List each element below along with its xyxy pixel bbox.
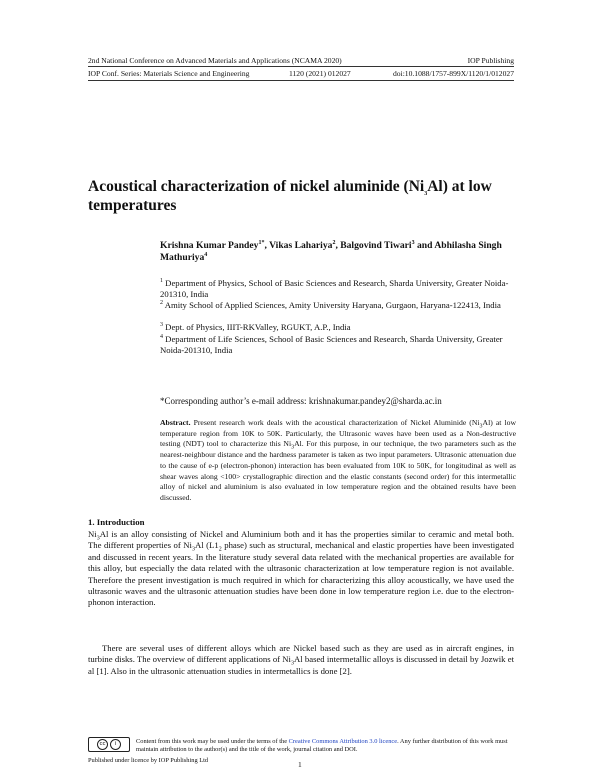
author-list: Krishna Kumar Pandey$^{1*}$, Vikas Lahariya$^2$, Balgovind Tiwari$^3$ and Abhilasha Singh Mathuriya$^4$ [160, 239, 502, 263]
corresponding-author: *Corresponding author’s e-mail address: krishnakumar.pandey2@sharda.ac.in [160, 396, 442, 406]
abstract: Abstract. Present research work deals with the acoustical characterization of Nickel Aluminide $(Ni_3Al)$ at low temperature region from 10K to 50K. Particularly, the Ultrasonic waves have been used as a Non-destructive testing (NDT) tool to characterize this $Ni_3Al$. For this purpose, in our technique, the two parameters such as the nearest-neighbour distance and the hardness parameter is taken as two input parameters. Ultrasonic attenuation due to the cause of e-p (electron-phonon) interaction has been evaluated from 10K to 50K, for longitudinal as well as shear waves along <100> crystallographic direction and the elastic constants (second order) for this intermetallic alloy of nickel and aluminium is also evaluated in low temperature region and the obtained results have been discussed. [160, 418, 516, 502]
intro-paragraph-1: $Ni_3Al$ is an alloy consisting of Nickel and Aluminium both and it has the properties similar to ceramic and metal both. The different properties of $Ni_3Al$ ($L1_2$ phase) such as structural, mechanical and elastic properties have been investigated and discussed in recent years. In the literature study several data related with the mechanical properties are available for this alloy, but especially the data related with the ultrasonic characterization at low temperature region is not available. Therefore the present investigation is much required in which for characterizing this alloy acoustically, we have used the ultrasonic waves and the ultrasonic attenuation studies have been done in low temperature region i.e. due to the electron-phonon interaction. [88, 529, 514, 608]
conference-name: 2nd National Conference on Advanced Materials and Applications (NCAMA 2020) [88, 56, 342, 65]
corresponding-email[interactable]: krishnakumar.pandey2@sharda.ac.in [308, 396, 442, 406]
page-number: 1 [298, 760, 302, 769]
license-link[interactable]: Creative Commons Attribution 3.0 licence [288, 738, 398, 745]
journal-series: IOP Conf. Series: Materials Science and Engineering [88, 69, 250, 78]
attribution-icon: i [110, 739, 121, 750]
cc-icon: cc [97, 739, 108, 750]
publisher-name: IOP Publishing [467, 56, 514, 65]
cc-by-license-badge[interactable] [88, 737, 130, 752]
section-heading-introduction: 1. Introduction [88, 517, 145, 527]
affiliation-4: $^4$ Department of Life Sciences, School of Basic Sciences and Research, Sharda University, Greater Noida-201310, India [160, 334, 503, 356]
affiliation-2: $^2$ Amity School of Applied Sciences, Amity University Haryana, Gurgaon, Haryana-122413, India [160, 300, 501, 310]
header-rule-2 [88, 80, 514, 81]
volume-info: 1120 (2021) 012027 [289, 69, 351, 78]
affiliation-1: $^1$ Department of Physics, School of Basic Sciences and Research, Sharda University, Greater Noida-201310, India [160, 278, 509, 300]
intro-paragraph-2: There are several uses of different alloys which are Nickel based such as they are used as in aircraft engines, in turbine disks. The overview of different applications of $Ni_3Al$ based intermetallic alloys is discussed in detail by Jozwik et al [1]. Also in the ultrasonic attenuation studies in intermetallics is done [2]. [88, 643, 515, 676]
doi: doi:10.1088/1757-899X/1120/1/012027 [392, 69, 514, 78]
header-rule [88, 66, 514, 67]
affiliation-3: $^3$ Dept. of Physics, IIIT-RKValley, RGUKT, A.P., India [160, 322, 351, 332]
published-under-licence: Published under licence by IOP Publishing Ltd [88, 757, 209, 764]
paper-title: Acoustical characterization of nickel aluminide $(Ni_3Al)$ at low temperatures [88, 178, 492, 214]
license-statement: Content from this work may be used under the terms of the Creative Commons Attribution 3.0 licence. Any further distribution of this work must maintain attribution to the author(s) and the title of the work, journal citation and DOI. [136, 738, 508, 753]
